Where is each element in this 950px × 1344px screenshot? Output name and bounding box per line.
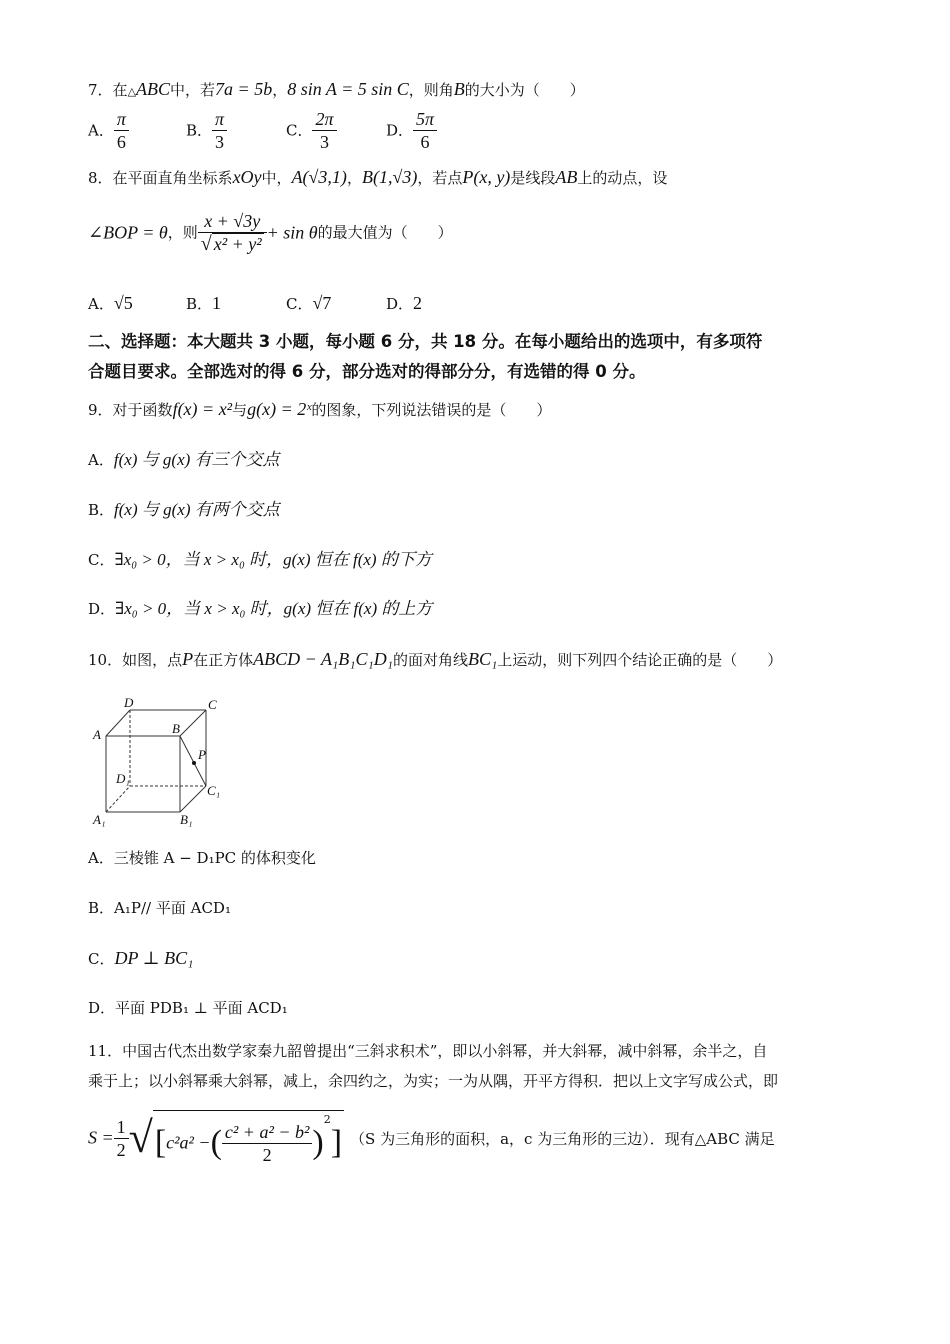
q9-option-b[interactable]: [88, 499, 280, 521]
q8-coord-system: xOy: [232, 167, 262, 187]
inner-term: c²a² −: [166, 1132, 211, 1153]
q10-text-3: 的面对角线: [392, 651, 468, 669]
q11-stem-line1: [88, 1040, 767, 1062]
inner-fraction: [222, 1121, 312, 1166]
q11-number: 11．: [88, 1042, 123, 1060]
q8-text-5: 上的动点，设: [577, 169, 668, 187]
fraction-denominator: 2: [116, 1139, 126, 1160]
label-a1: A₁: [93, 812, 106, 827]
option-value: √5: [113, 293, 133, 313]
q7-stem: [88, 78, 585, 103]
option-text: f(x) 与 g(x) 有两个交点: [114, 500, 280, 519]
q7-number: 7．: [88, 81, 113, 99]
label-a: A: [93, 727, 101, 742]
q8-text-2: 中，: [261, 169, 292, 187]
fraction-numerator: c² + a² − b²: [222, 1121, 312, 1144]
fraction-denominator: 3: [320, 132, 329, 152]
edge-a1d1: [106, 786, 130, 812]
option-text: 平面 PDB₁ ⊥ 平面 ACD₁: [115, 999, 288, 1017]
right-paren: ): [312, 1124, 324, 1162]
q8-stem-line2: [88, 210, 453, 255]
fraction: [114, 108, 129, 153]
label-d1: D₁: [116, 771, 130, 786]
q8-text-4: 是线段: [510, 169, 556, 187]
option-value: 2: [413, 293, 423, 313]
fraction: [413, 108, 437, 153]
fraction-denominator: 2: [262, 1144, 272, 1165]
fraction-numerator: π: [114, 108, 129, 131]
q8-fraction: [198, 210, 267, 255]
q10-option-a[interactable]: [88, 847, 316, 869]
q10-text-1: 如图，点: [122, 651, 183, 669]
fraction-numerator: x + √3y: [198, 210, 267, 233]
q8-option-c[interactable]: [286, 292, 331, 315]
q9-function-f: f(x) = x²: [172, 399, 233, 419]
point-p-dot: [192, 761, 196, 765]
section-2-heading-line1: 二、选择题：本大题共 3 小题，每小题 6 分，共 18 分。在每小题给出的选项中，有多项符: [88, 332, 763, 351]
q7-option-a[interactable]: [88, 108, 129, 153]
q11-stem-line2: 乘于上；以小斜幂乘大斜幂，减上，余四约之，为实；一为从隅，开平方得积．把以上文字写成公式，即: [88, 1072, 779, 1090]
q9-option-d[interactable]: [88, 598, 432, 620]
q8-stem-line1: [88, 166, 667, 189]
q10-stem: [88, 648, 782, 671]
q7-text-3: ，: [272, 81, 288, 99]
q7-text-5: 的大小为（ ）: [464, 81, 585, 99]
q7-angle-b: B: [453, 79, 465, 99]
q7-option-b[interactable]: [186, 108, 227, 153]
fraction-numerator: 1: [114, 1116, 129, 1139]
q10-cube-name: ABCD − A₁B₁C₁D₁: [253, 649, 393, 669]
q9-option-c[interactable]: [88, 549, 432, 571]
fraction: [312, 108, 336, 153]
section-2-heading-line2: 合题目要求。全部选对的得 6 分，部分选对的得部分分，有选错的得 0 分。: [88, 362, 646, 381]
fraction-denominator: 3: [215, 132, 225, 152]
option-text: 三棱锥 A − D₁PC 的体积变化: [113, 849, 316, 867]
label-c1: C₁: [207, 783, 221, 798]
q8-option-d[interactable]: [386, 292, 422, 315]
q8-text-3: ，若点: [417, 169, 463, 187]
q10-option-d[interactable]: [88, 997, 288, 1019]
option-text: A₁P// 平面 ACD₁: [114, 899, 231, 917]
edge-ad: [106, 710, 130, 736]
q8-point-p: P(x, y): [462, 167, 511, 187]
radical-sign: √: [128, 1113, 153, 1162]
fraction-denominator: [198, 233, 267, 255]
option-label: B．: [186, 121, 213, 140]
left-bracket: [: [154, 1124, 167, 1162]
option-text: ∃x₀ > 0，当 x > x₀ 时，g(x) 恒在 f(x) 的上方: [115, 599, 433, 618]
q10-diagonal: BC₁: [467, 649, 498, 669]
triangle-symbol: △: [127, 85, 137, 98]
radicand: [153, 1110, 344, 1166]
option-label: D．: [88, 999, 116, 1017]
q8-text-7: 的最大值为（ ）: [317, 223, 453, 242]
q7-option-d[interactable]: [386, 108, 437, 153]
q7-triangle-name: ABC: [136, 79, 171, 99]
label-b1: B₁: [180, 812, 193, 827]
formula-s: S =: [88, 1127, 114, 1148]
fraction-numerator: 5π: [413, 108, 437, 131]
q8-plus-sin: + sin θ: [266, 222, 318, 243]
q7-equation-2: 8 sin A = 5 sin C: [287, 79, 409, 99]
q8-point-b: B(1,√3): [361, 167, 418, 187]
option-label: B．: [88, 501, 115, 519]
option-text: DP ⊥ BC₁: [114, 948, 194, 968]
option-label: A．: [88, 849, 114, 867]
option-text: f(x) 与 g(x) 有三个交点: [113, 450, 280, 469]
left-paren: (: [210, 1124, 222, 1162]
fraction-numerator: 2π: [312, 108, 336, 131]
fraction-numerator: π: [212, 108, 227, 131]
q10-option-c[interactable]: [88, 947, 193, 970]
q8-separator: ，: [346, 169, 362, 187]
q11-formula-tail: （S 为三角形的面积，a，c 为三角形的三边）．现有△ABC 满足: [350, 1129, 775, 1148]
option-label: C．: [286, 121, 313, 140]
q9-stem: [88, 398, 551, 421]
option-value: 1: [212, 293, 222, 313]
q10-option-b[interactable]: [88, 897, 231, 919]
q8-text-1: 在平面直角坐标系: [112, 169, 233, 187]
q8-text-6: ，则: [167, 223, 198, 242]
label-b: B: [172, 721, 180, 736]
cube-figure: [88, 696, 238, 828]
q9-option-a[interactable]: [88, 449, 280, 471]
fraction-denominator: 6: [116, 132, 126, 152]
q7-text-2: 中，若: [170, 81, 216, 99]
option-label: B．: [88, 899, 115, 917]
fraction: [212, 108, 227, 153]
q10-number: 10．: [88, 651, 123, 669]
q11-formula-line: [88, 1108, 775, 1168]
option-label: A．: [88, 295, 114, 313]
q7-option-c[interactable]: [286, 108, 337, 153]
square-exponent: 2: [323, 1113, 331, 1127]
option-text: ∃x₀ > 0，当 x > x₀ 时，g(x) 恒在 f(x) 的下方: [114, 550, 432, 569]
option-value: √7: [312, 293, 332, 313]
right-bracket: ]: [330, 1124, 343, 1162]
fraction-denominator: 6: [420, 132, 430, 152]
q8-option-b[interactable]: [186, 292, 221, 315]
radical-sign: √: [200, 233, 212, 255]
q7-text-1: 在: [112, 81, 128, 99]
option-label: D．: [88, 600, 116, 618]
q8-angle: ∠BOP = θ: [88, 222, 168, 243]
q9-text-3: 的图象，下列说法错误的是（ ）: [311, 401, 552, 419]
q10-text-4: 上运动，则下列四个结论正确的是（ ）: [497, 651, 783, 669]
q9-text-2: 与: [232, 401, 248, 419]
label-d: D: [124, 696, 134, 710]
q9-function-g: g(x) = 2ˣ: [247, 399, 312, 419]
radicand: x² + y²: [213, 234, 262, 254]
q7-equation-1: 7a = 5b: [215, 79, 273, 99]
option-label: D．: [386, 121, 414, 140]
q9-number: 9．: [88, 401, 113, 419]
option-label: C．: [286, 295, 313, 313]
option-label: A．: [88, 451, 114, 469]
label-c: C: [208, 697, 217, 712]
q8-point-a: A(√3,1): [291, 167, 347, 187]
q8-segment-ab: AB: [555, 167, 578, 187]
option-label: A．: [88, 121, 114, 140]
q11-text-1: 中国古代杰出数学家秦九韶曾提出“三斜求积术”，即以小斜幂，并大斜幂，减中斜幂，余半之，自: [122, 1042, 768, 1060]
formula-half: [114, 1116, 129, 1161]
q8-number: 8．: [88, 169, 113, 187]
option-label: D．: [386, 295, 414, 313]
option-label: C．: [88, 950, 115, 968]
edge-bc: [180, 710, 206, 736]
option-label: C．: [88, 551, 115, 569]
label-p: P: [198, 747, 206, 762]
edge-b1c1: [180, 786, 206, 812]
q7-text-4: ，则角: [408, 81, 454, 99]
q10-point-p: P: [182, 649, 194, 669]
option-label: B．: [186, 295, 213, 313]
q10-text-2: 在正方体: [193, 651, 254, 669]
q9-text-1: 对于函数: [112, 401, 173, 419]
q8-option-a[interactable]: [88, 292, 133, 315]
